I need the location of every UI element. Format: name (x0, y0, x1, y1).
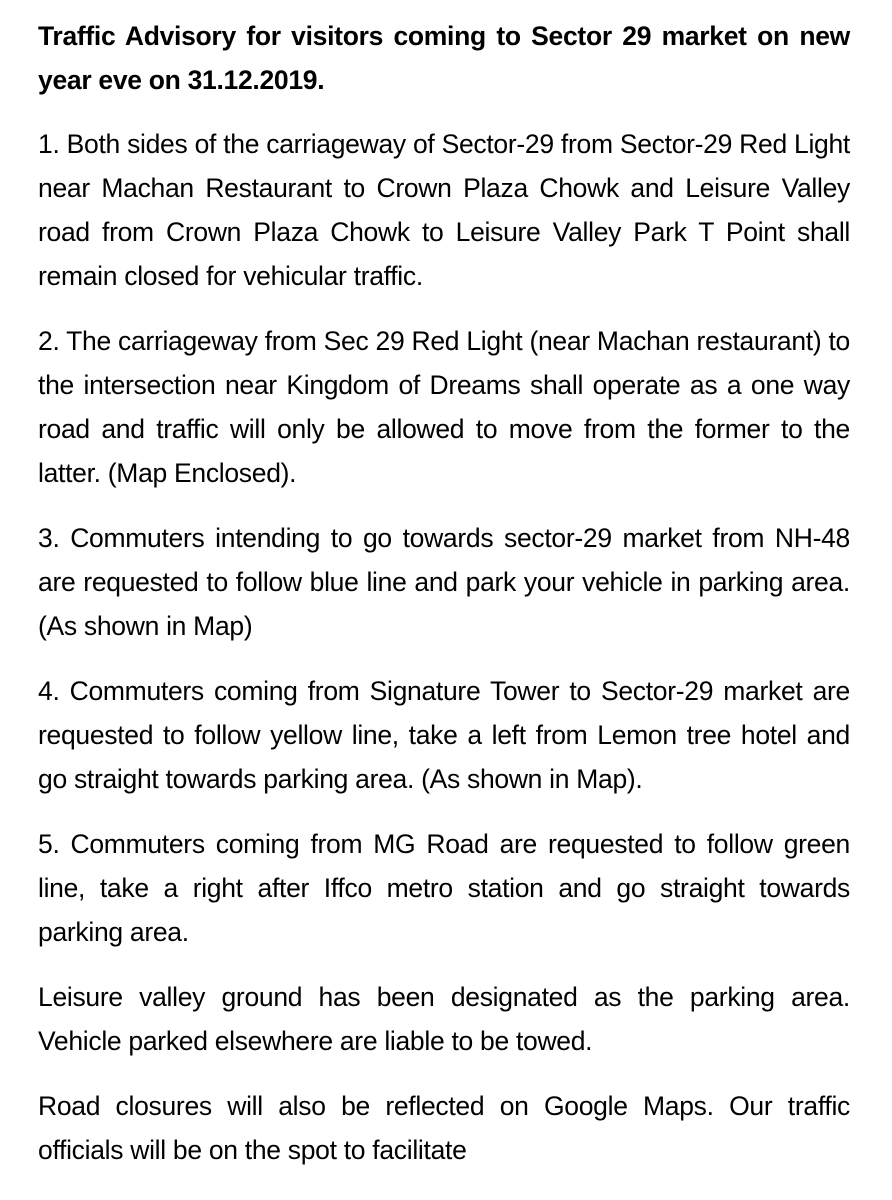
paragraph-blue-line: 3. Commuters intending to go towards sector-29 market from NH-48 are requested to follow blue line and park your vehicle in parking area. (As shown in Map) (38, 523, 850, 641)
paragraph-yellow-line: 4. Commuters coming from Signature Tower to Sector-29 market are requested to follow yellow line, take a left from Lemon tree hotel and go straight towards parking area. (As shown in Map). (38, 676, 850, 794)
paragraph-one-way: 2. The carriageway from Sec 29 Red Light (near Machan restaurant) to the intersection near Kingdom of Dreams shall operate as a one way road and traffic will only be allowed to move from the former to the latter. (Map Enclosed). (38, 326, 850, 488)
advisory-document (38, 14, 850, 1193)
document-title: Traffic Advisory for visitors coming to Sector 29 market on new year eve on 31.12.2019. (38, 21, 850, 95)
paragraph-green-line: 5. Commuters coming from MG Road are requested to follow green line, take a right after Iffco metro station and go straight towards parking area. (38, 829, 850, 947)
paragraph-road-closure: 1. Both sides of the carriageway of Sector-29 from Sector-29 Red Light near Machan Restaurant to Crown Plaza Chowk and Leisure Valley road from Crown Plaza Chowk to Leisure Valley Park T Point shall remain closed for vehicular traffic. (38, 129, 850, 291)
paragraph-parking-area: Leisure valley ground has been designated as the parking area. Vehicle parked elsewhere are liable to be towed. (38, 982, 850, 1056)
paragraph-google-maps: Road closures will also be reflected on Google Maps. Our traffic officials will be on the spot to facilitate (38, 1091, 850, 1165)
